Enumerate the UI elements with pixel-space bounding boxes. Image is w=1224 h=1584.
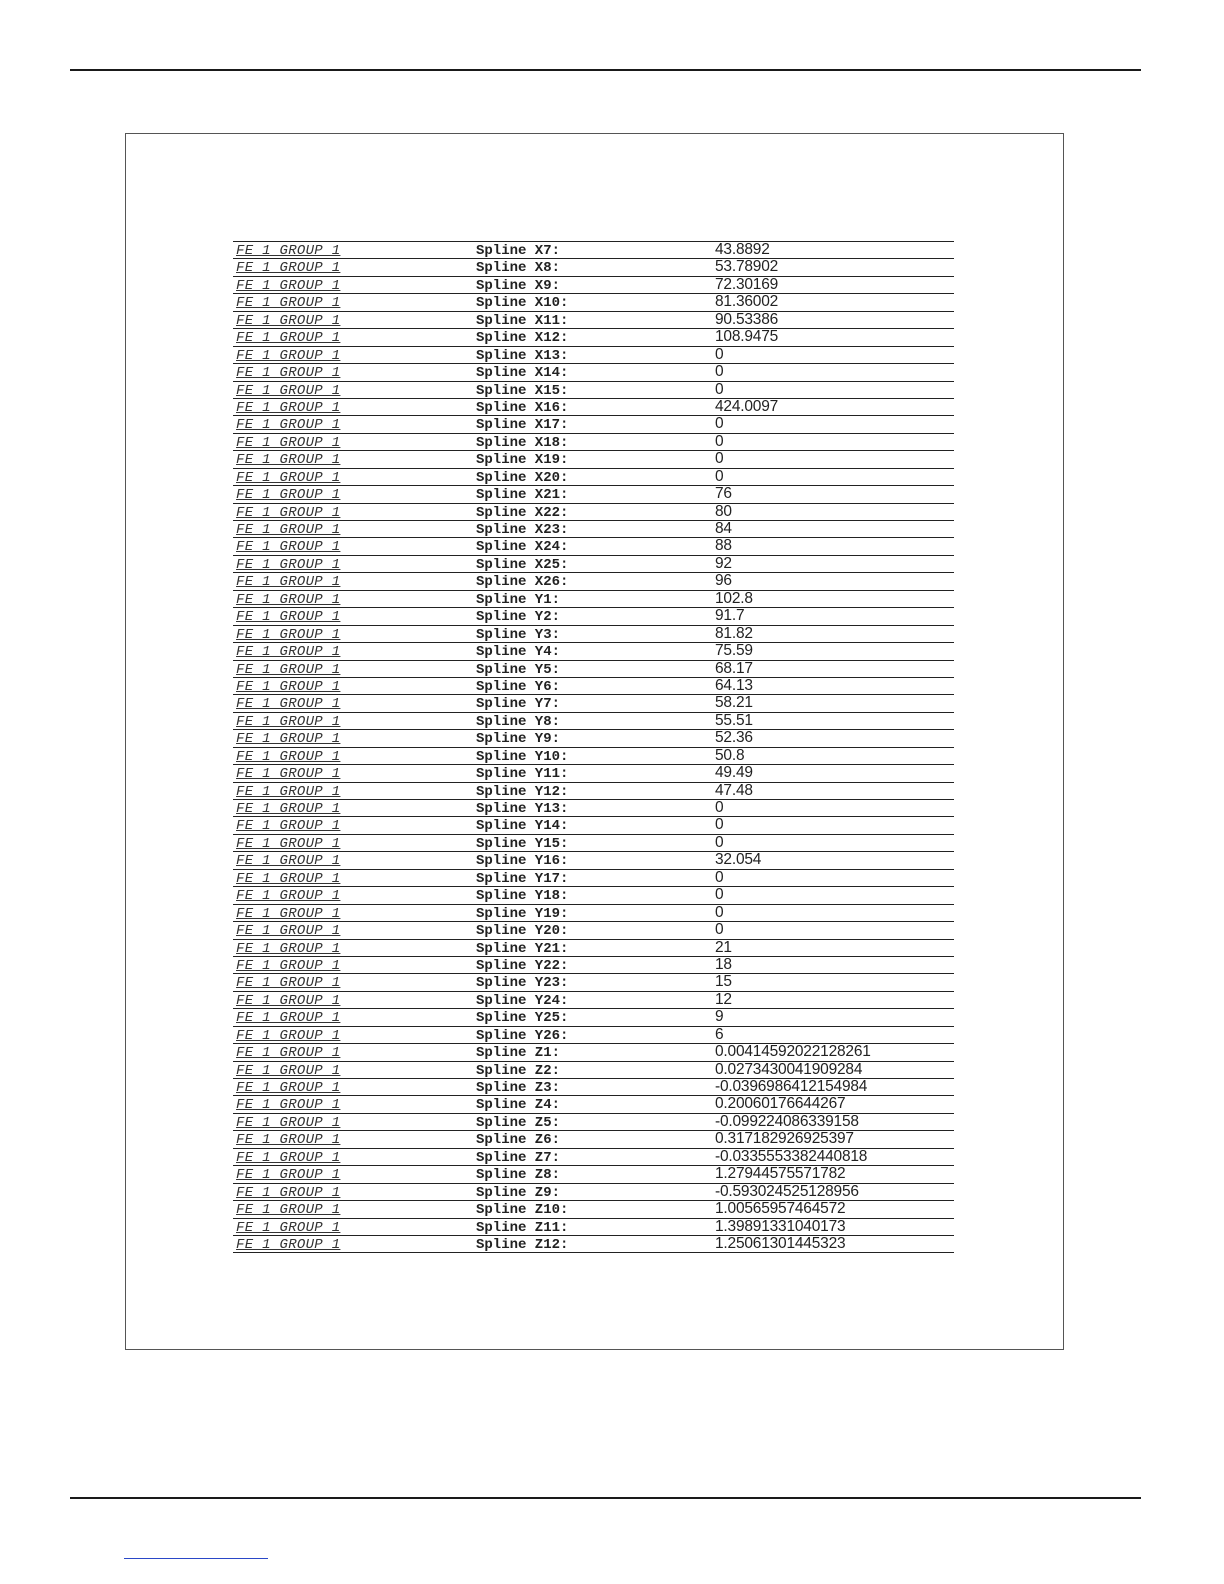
table-row <box>233 364 954 381</box>
group-cell: FE 1 GROUP 1 <box>236 940 341 957</box>
value-cell: 424.0097 <box>715 397 779 415</box>
group-cell: FE 1 GROUP 1 <box>236 382 341 399</box>
parameter-cell: Spline Y3: <box>476 626 561 643</box>
parameter-cell: Spline Y14: <box>476 818 569 835</box>
parameter-cell: Spline Y10: <box>476 748 569 765</box>
value-cell: 92 <box>715 554 732 572</box>
group-cell: FE 1 GROUP 1 <box>236 417 341 434</box>
group-cell: FE 1 GROUP 1 <box>236 801 341 817</box>
parameter-cell: Spline Y12: <box>476 783 569 800</box>
value-cell: 91.7 <box>715 607 745 625</box>
value-cell: 81.82 <box>715 624 753 642</box>
table-row <box>233 783 954 800</box>
parameter-cell: Spline Y9: <box>476 731 561 748</box>
value-cell: 68.17 <box>715 659 753 677</box>
parameter-cell: Spline Y24: <box>476 992 569 1009</box>
parameter-cell: Spline X13: <box>476 347 569 364</box>
group-cell: FE 1 GROUP 1 <box>236 1132 341 1149</box>
group-cell: FE 1 GROUP 1 <box>236 1114 341 1131</box>
group-cell: FE 1 GROUP 1 <box>236 853 341 870</box>
parameter-cell: Spline X23: <box>476 522 569 538</box>
value-cell: 84 <box>715 520 732 537</box>
group-cell: FE 1 GROUP 1 <box>236 591 341 608</box>
value-cell: 0 <box>715 921 724 939</box>
table-row <box>233 887 954 904</box>
table-row <box>233 416 954 433</box>
value-cell: 0 <box>715 833 724 851</box>
parameter-cell: Spline Z2: <box>476 1062 561 1079</box>
group-cell: FE 1 GROUP 1 <box>236 766 341 783</box>
parameter-cell: Spline X11: <box>476 312 569 329</box>
table-row <box>233 695 954 712</box>
value-cell: 32.054 <box>715 851 762 869</box>
parameter-cell: Spline X12: <box>476 330 569 347</box>
value-cell: 0 <box>715 816 724 834</box>
parameter-cell: Spline Z11: <box>476 1219 569 1236</box>
group-cell: FE 1 GROUP 1 <box>236 260 341 277</box>
table-row <box>233 1079 954 1096</box>
value-cell: 0.0273430041909284 <box>715 1060 863 1078</box>
parameter-cell: Spline Y8: <box>476 713 561 730</box>
group-cell: FE 1 GROUP 1 <box>236 452 341 469</box>
value-cell: 0 <box>715 345 724 363</box>
parameter-cell: Spline Y17: <box>476 870 569 887</box>
table-row <box>233 713 954 730</box>
parameter-cell: Spline Y16: <box>476 853 569 870</box>
parameter-cell: Spline Y6: <box>476 678 561 695</box>
value-cell: 9 <box>715 1008 724 1026</box>
table-row <box>233 835 954 852</box>
table-row <box>233 974 954 991</box>
group-cell: FE 1 GROUP 1 <box>236 1184 341 1201</box>
table-row <box>233 922 954 939</box>
group-cell: FE 1 GROUP 1 <box>236 556 341 573</box>
group-cell: FE 1 GROUP 1 <box>236 835 341 852</box>
parameter-cell: Spline X10: <box>476 295 569 312</box>
value-cell: 43.8892 <box>715 241 770 258</box>
value-cell: 0 <box>715 868 724 886</box>
table-row <box>233 800 954 817</box>
group-cell: FE 1 GROUP 1 <box>236 626 341 643</box>
group-cell: FE 1 GROUP 1 <box>236 923 341 940</box>
parameter-cell: Spline Z7: <box>476 1149 561 1166</box>
table-row <box>233 347 954 364</box>
table-row <box>233 259 954 276</box>
table-row <box>233 1009 954 1026</box>
value-cell: -0.0335553382440818 <box>715 1147 868 1165</box>
value-cell: 75.59 <box>715 642 753 660</box>
parameter-cell: Spline Z8: <box>476 1167 561 1184</box>
group-cell: FE 1 GROUP 1 <box>236 992 341 1009</box>
table-row <box>233 748 954 765</box>
value-cell: 1.00565957464572 <box>715 1200 846 1218</box>
table-row <box>233 294 954 311</box>
value-cell: 1.27944575571782 <box>715 1165 846 1183</box>
value-cell: 0 <box>715 903 724 921</box>
parameter-cell: Spline Y25: <box>476 1010 569 1027</box>
parameter-cell: Spline Z10: <box>476 1202 569 1219</box>
value-cell: 72.30169 <box>715 275 779 293</box>
parameter-cell: Spline Y22: <box>476 957 569 974</box>
group-cell: FE 1 GROUP 1 <box>236 347 341 364</box>
group-cell: FE 1 GROUP 1 <box>236 1202 341 1219</box>
parameter-cell: Spline X25: <box>476 556 569 573</box>
spline-parameter-table <box>233 241 954 1253</box>
table-row <box>233 434 954 451</box>
parameter-cell: Spline X20: <box>476 469 569 486</box>
parameter-cell: Spline Y23: <box>476 975 569 992</box>
table-row <box>233 277 954 294</box>
table-row <box>233 556 954 573</box>
table-row <box>233 608 954 625</box>
table-row <box>233 765 954 782</box>
value-cell: 53.78902 <box>715 258 779 276</box>
parameter-cell: Spline Z6: <box>476 1132 561 1149</box>
parameter-cell: Spline Y15: <box>476 835 569 852</box>
parameter-cell: Spline Z9: <box>476 1184 561 1201</box>
table-row <box>233 504 954 521</box>
table-row <box>233 661 954 678</box>
table-row <box>233 1131 954 1148</box>
group-cell: FE 1 GROUP 1 <box>236 609 341 626</box>
group-cell: FE 1 GROUP 1 <box>236 713 341 730</box>
parameter-cell: Spline X24: <box>476 539 569 556</box>
value-cell: 18 <box>715 955 732 973</box>
value-cell: 0 <box>715 432 724 450</box>
value-cell: 12 <box>715 990 732 1008</box>
group-cell: FE 1 GROUP 1 <box>236 365 341 382</box>
table-row <box>233 382 954 399</box>
group-cell: FE 1 GROUP 1 <box>236 870 341 887</box>
parameter-cell: Spline Y11: <box>476 766 569 783</box>
table-row <box>233 678 954 695</box>
table-row <box>233 730 954 747</box>
value-cell: 0 <box>715 415 724 433</box>
table-row <box>233 469 954 486</box>
table-row <box>233 451 954 468</box>
parameter-cell: Spline X16: <box>476 399 569 416</box>
value-cell: 15 <box>715 973 732 991</box>
table-row <box>233 1236 954 1253</box>
group-cell: FE 1 GROUP 1 <box>236 644 341 661</box>
group-cell: FE 1 GROUP 1 <box>236 818 341 835</box>
value-cell: 0 <box>715 467 724 485</box>
value-cell: -0.099224086339158 <box>715 1112 859 1130</box>
table-row <box>233 905 954 922</box>
value-cell: -0.0396986412154984 <box>715 1078 868 1095</box>
parameter-cell: Spline X26: <box>476 574 569 591</box>
group-cell: FE 1 GROUP 1 <box>236 1236 341 1253</box>
value-cell: 0 <box>715 380 724 398</box>
group-cell: FE 1 GROUP 1 <box>236 487 341 504</box>
parameter-cell: Spline Y20: <box>476 923 569 940</box>
table-row <box>233 242 954 259</box>
table-row <box>233 1201 954 1218</box>
value-cell: 21 <box>715 938 732 956</box>
table-row <box>233 817 954 834</box>
table-row <box>233 1219 954 1236</box>
group-cell: FE 1 GROUP 1 <box>236 696 341 713</box>
group-cell: FE 1 GROUP 1 <box>236 957 341 974</box>
value-cell: 1.39891331040173 <box>715 1217 846 1235</box>
table-row <box>233 852 954 869</box>
value-cell: 81.36002 <box>715 293 779 311</box>
group-cell: FE 1 GROUP 1 <box>236 539 341 556</box>
group-cell: FE 1 GROUP 1 <box>236 1149 341 1166</box>
table-row <box>233 399 954 416</box>
table-row <box>233 329 954 346</box>
table-row <box>233 591 954 608</box>
group-cell: FE 1 GROUP 1 <box>236 277 341 294</box>
value-cell: 0 <box>715 363 724 381</box>
parameter-cell: Spline X9: <box>476 277 561 294</box>
parameter-cell: Spline Y19: <box>476 905 569 922</box>
group-cell: FE 1 GROUP 1 <box>236 905 341 922</box>
parameter-cell: Spline Y18: <box>476 888 569 905</box>
table-row <box>233 643 954 660</box>
group-cell: FE 1 GROUP 1 <box>236 661 341 678</box>
value-cell: 0 <box>715 799 724 816</box>
group-cell: FE 1 GROUP 1 <box>236 783 341 800</box>
value-cell: 50.8 <box>715 746 745 764</box>
value-cell: 96 <box>715 572 732 590</box>
group-cell: FE 1 GROUP 1 <box>236 1167 341 1184</box>
value-cell: -0.593024525128956 <box>715 1182 859 1200</box>
value-cell: 55.51 <box>715 711 753 729</box>
table-row <box>233 1027 954 1044</box>
value-cell: 49.49 <box>715 764 753 782</box>
group-cell: FE 1 GROUP 1 <box>236 678 341 695</box>
parameter-cell: Spline Z5: <box>476 1114 561 1131</box>
table-row <box>233 486 954 503</box>
parameter-cell: Spline X21: <box>476 487 569 504</box>
group-cell: FE 1 GROUP 1 <box>236 312 341 329</box>
table-row <box>233 626 954 643</box>
parameter-cell: Spline X18: <box>476 434 569 451</box>
footer-link-underline[interactable] <box>124 1558 268 1559</box>
table-row <box>233 1114 954 1131</box>
table-row <box>233 1096 954 1113</box>
parameter-cell: Spline Z3: <box>476 1080 561 1096</box>
value-cell: 0 <box>715 450 724 468</box>
parameter-cell: Spline Z12: <box>476 1236 569 1253</box>
group-cell: FE 1 GROUP 1 <box>236 1097 341 1114</box>
value-cell: 1.25061301445323 <box>715 1234 846 1252</box>
parameter-cell: Spline Z1: <box>476 1045 561 1062</box>
table-row <box>233 573 954 590</box>
parameter-cell: Spline X7: <box>476 243 561 259</box>
value-cell: 108.9475 <box>715 328 779 346</box>
value-cell: 80 <box>715 502 732 520</box>
group-cell: FE 1 GROUP 1 <box>236 1010 341 1027</box>
table-row <box>233 957 954 974</box>
group-cell: FE 1 GROUP 1 <box>236 574 341 591</box>
group-cell: FE 1 GROUP 1 <box>236 504 341 521</box>
value-cell: 0.00414592022128261 <box>715 1043 871 1061</box>
group-cell: FE 1 GROUP 1 <box>236 1027 341 1044</box>
parameter-cell: Spline Y26: <box>476 1027 569 1044</box>
value-cell: 0.20060176644267 <box>715 1095 846 1113</box>
header-rule <box>70 69 1141 71</box>
parameter-cell: Spline Y7: <box>476 696 561 713</box>
table-row <box>233 870 954 887</box>
parameter-cell: Spline Y1: <box>476 591 561 608</box>
table-row <box>233 1166 954 1183</box>
group-cell: FE 1 GROUP 1 <box>236 1219 341 1236</box>
group-cell: FE 1 GROUP 1 <box>236 522 341 538</box>
value-cell: 76 <box>715 485 732 503</box>
value-cell: 90.53386 <box>715 310 779 328</box>
table-row <box>233 1044 954 1061</box>
value-cell: 102.8 <box>715 589 753 607</box>
parameter-cell: Spline X22: <box>476 504 569 521</box>
parameter-cell: Spline Y4: <box>476 644 561 661</box>
group-cell: FE 1 GROUP 1 <box>236 469 341 486</box>
parameter-cell: Spline Y21: <box>476 940 569 957</box>
parameter-cell: Spline X17: <box>476 417 569 434</box>
group-cell: FE 1 GROUP 1 <box>236 1062 341 1079</box>
table-row <box>233 312 954 329</box>
table-row <box>233 940 954 957</box>
parameter-cell: Spline Y5: <box>476 661 561 678</box>
group-cell: FE 1 GROUP 1 <box>236 731 341 748</box>
value-cell: 52.36 <box>715 729 753 747</box>
group-cell: FE 1 GROUP 1 <box>236 434 341 451</box>
footer-rule <box>70 1497 1141 1499</box>
value-cell: 6 <box>715 1025 724 1043</box>
table-row <box>233 1062 954 1079</box>
value-cell: 88 <box>715 537 732 555</box>
table-row <box>233 521 954 538</box>
parameter-cell: Spline X14: <box>476 365 569 382</box>
group-cell: FE 1 GROUP 1 <box>236 888 341 905</box>
value-cell: 58.21 <box>715 694 753 712</box>
value-cell: 0 <box>715 886 724 904</box>
parameter-cell: Spline Z4: <box>476 1097 561 1114</box>
group-cell: FE 1 GROUP 1 <box>236 975 341 992</box>
parameter-cell: Spline Y13: <box>476 801 569 817</box>
group-cell: FE 1 GROUP 1 <box>236 748 341 765</box>
group-cell: FE 1 GROUP 1 <box>236 399 341 416</box>
group-cell: FE 1 GROUP 1 <box>236 1080 341 1096</box>
value-cell: 47.48 <box>715 781 753 799</box>
table-row <box>233 538 954 555</box>
parameter-cell: Spline X19: <box>476 452 569 469</box>
table-row <box>233 992 954 1009</box>
group-cell: FE 1 GROUP 1 <box>236 1045 341 1062</box>
parameter-cell: Spline X8: <box>476 260 561 277</box>
group-cell: FE 1 GROUP 1 <box>236 330 341 347</box>
table-row <box>233 1149 954 1166</box>
parameter-cell: Spline X15: <box>476 382 569 399</box>
table-row <box>233 1184 954 1201</box>
parameter-cell: Spline Y2: <box>476 609 561 626</box>
group-cell: FE 1 GROUP 1 <box>236 295 341 312</box>
group-cell: FE 1 GROUP 1 <box>236 243 341 259</box>
value-cell: 64.13 <box>715 676 753 694</box>
value-cell: 0.317182926925397 <box>715 1130 854 1148</box>
